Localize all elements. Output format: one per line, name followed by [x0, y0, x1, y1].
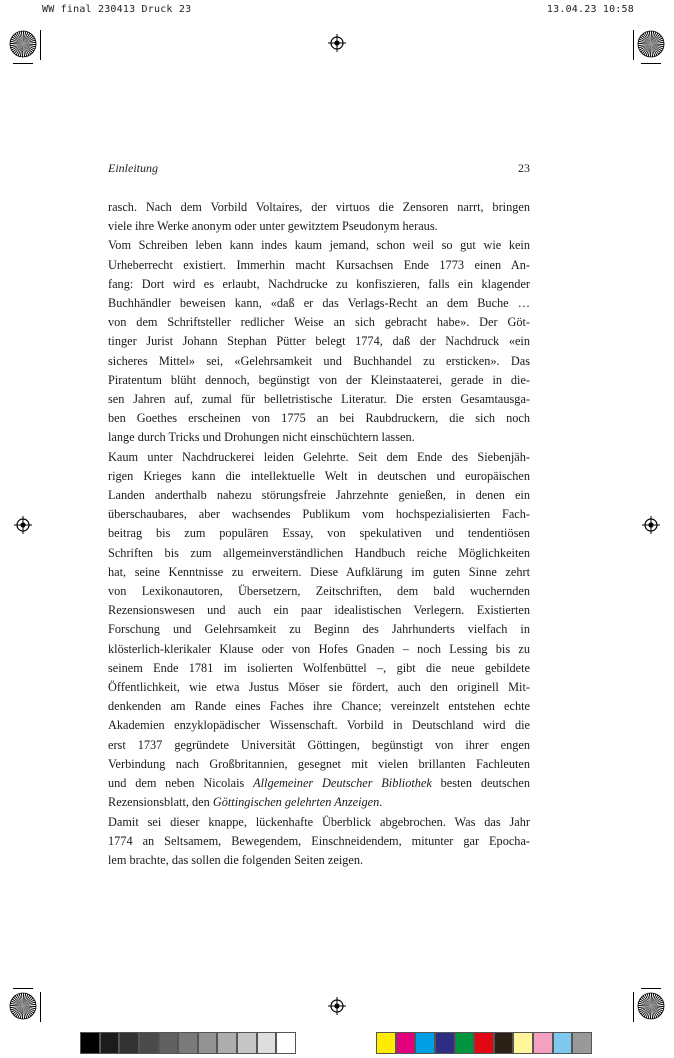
text-line: Buchhändler beweisen kann, «daß er das Verlags-Recht an dem Buche …	[108, 296, 530, 311]
text-line	[108, 774, 530, 793]
color-swatch	[553, 1032, 573, 1054]
print-slug-timestamp: 13.04.23 10:58	[546, 4, 634, 15]
text-line: beitrag bis zum populären Essay, von spekulativen und tendentiösen	[108, 526, 530, 541]
crop-line	[633, 30, 634, 60]
starburst-mark-top-right	[637, 30, 665, 58]
crop-line	[40, 992, 41, 1022]
crop-line	[641, 63, 661, 64]
text-line: fang: Dort wird es erlaubt, Nachdrucke zu konfiszieren, falls ein klagender	[108, 276, 530, 291]
text-fragment: besten deutschen	[431, 776, 530, 791]
text-fragment: und dem neben Nicolais	[108, 776, 254, 791]
text-line: überschaubares, aber wachsendes Publikum vom hochspezialisierten Fach-	[108, 507, 530, 522]
text-line: hat, seine Kenntnisse zu erweitern. Diese Aufklärung im guten Sinne zehrt	[108, 564, 530, 579]
text-line: 1774 an Seltsamem, Bewegendem, Einschneidendem, mitunter gar Epocha-	[108, 833, 530, 848]
journal-title: Göttingischen gelehrten Anzeigen	[212, 795, 380, 810]
crop-line	[633, 992, 634, 1022]
text-line: von dem Schriftsteller redlicher Weise an sich gebracht habe». Der Göt-	[108, 315, 530, 330]
color-swatch	[198, 1032, 218, 1054]
starburst-mark-bottom-right	[637, 992, 665, 1020]
text-line: viele ihre Werke anonym oder unter gewitztem Pseudonym heraus.	[108, 219, 438, 234]
text-line: Rezensionswesen und auch ein paar idealistischen Verlegern. Existierten	[108, 603, 530, 618]
text-fragment: Rezensionsblatt, den	[108, 795, 213, 810]
color-swatch	[276, 1032, 296, 1054]
text-line	[108, 793, 530, 812]
color-swatch	[474, 1032, 494, 1054]
book-title: Allgemeiner Deutscher Bibliothek	[253, 776, 432, 791]
body-text	[108, 198, 530, 870]
registration-mark-left	[14, 516, 32, 534]
text-line: Vom Schreiben leben kann indes kaum jemand, schon weil so gut wie kein	[108, 238, 530, 253]
color-swatch	[494, 1032, 514, 1054]
text-line: Landen anderthalb nahezu störungsfreie Jahrzehnte genießen, in denen ein	[108, 488, 530, 503]
color-control-bar	[376, 1032, 592, 1054]
color-swatch	[159, 1032, 179, 1054]
text-line: rasch. Nach dem Vorbild Voltaires, der virtuos die Zensoren narrt, bringen	[108, 200, 530, 214]
chapter-title: Einleitung	[108, 161, 158, 175]
text-line: lange durch Tricks und Drohungen nicht einschüchtern lassen.	[108, 430, 415, 445]
paragraph	[108, 813, 530, 871]
registration-mark-right	[642, 516, 660, 534]
crop-line	[13, 63, 33, 64]
text-line: rigen Krieges kann die intellektuelle Welt in deutschen und europäischen	[108, 468, 530, 483]
paragraph	[108, 448, 530, 813]
registration-mark-top	[328, 34, 346, 52]
color-swatch	[178, 1032, 198, 1054]
color-swatch	[572, 1032, 592, 1054]
color-swatch	[533, 1032, 553, 1054]
text-line: von Lexikonautoren, Übersetzern, Zeitschriften, dem bald wuchernden	[108, 584, 530, 599]
registration-mark-bottom	[328, 997, 346, 1015]
print-slug-filename: WW final 230413 Druck 23	[42, 4, 192, 15]
text-line: denkenden am Rande eines Faches ihre Chance; vereinzelt entstehen echte	[108, 699, 530, 714]
text-line: Piratentum blüht dennoch, begünstigt von der Kleinstaaterei, gerade in die-	[108, 372, 530, 387]
color-swatch	[435, 1032, 455, 1054]
running-head	[108, 161, 530, 177]
color-swatch	[139, 1032, 159, 1054]
color-swatch	[415, 1032, 435, 1054]
color-swatch	[100, 1032, 120, 1054]
page-number: 23	[518, 161, 530, 175]
color-swatch	[80, 1032, 100, 1054]
color-swatch	[119, 1032, 139, 1054]
text-line: sen Jahren auf, zumal für belletristische Literatur. Die ersten Gesamtausga-	[108, 392, 530, 407]
grayscale-control-bar	[80, 1032, 296, 1054]
text-line: Öffentlichkeit, wie etwa Justus Möser sie fördert, auch den originell Mit-	[108, 680, 530, 695]
paragraph	[108, 236, 530, 447]
color-swatch	[217, 1032, 237, 1054]
text-line: Damit sei dieser knappe, lückenhafte Überblick abgebrochen. Was das Jahr	[108, 814, 530, 829]
text-line: Schriften bis zum allgemeinverständlichen Handbuch reiche Möglichkeiten	[108, 545, 530, 560]
text-line: Akademien enzyklopädischer Wissenschaft. Vorbild in Deutschland wird die	[108, 718, 530, 733]
color-swatch	[376, 1032, 396, 1054]
color-swatch	[455, 1032, 475, 1054]
color-swatch	[396, 1032, 416, 1054]
text-line: Forschung und Gelehrsamkeit zu Beginn des Jahrhunderts vielfach in	[108, 622, 530, 637]
text-line: Verbindung nach Großbritannien, gesegnet mit vielen brillanten Fachleuten	[108, 756, 530, 771]
text-line: Kaum unter Nachdruckerei leiden Gelehrte. Seit dem Ende des Siebenjäh-	[108, 449, 530, 464]
starburst-mark-bottom-left	[9, 992, 37, 1020]
crop-line	[40, 30, 41, 60]
text-line: lem brachte, das sollen die folgenden Seiten zeigen.	[108, 852, 364, 867]
crop-line	[13, 988, 33, 989]
text-line: seinem Ende 1781 im isolierten Wolfenbüttel –, gibt die neue gebildete	[108, 660, 530, 675]
color-swatch	[237, 1032, 257, 1054]
paragraph	[108, 198, 530, 236]
color-swatch	[257, 1032, 277, 1054]
text-line: erst 1737 gegründete Universität Göttingen, begünstigt von ihrer engen	[108, 737, 530, 752]
text-line: sicheres Mittel» sei, «Gelehrsamkeit und Buchhandel zu ersticken». Das	[108, 353, 530, 368]
starburst-mark-top-left	[9, 30, 37, 58]
text-line: ben Goethes erscheinen von 1775 an bei Raubdruckern, die sich noch	[108, 411, 530, 426]
text-line: klösterlich-klerikaler Klause oder von Hofes Gnaden – noch Lessing bis zu	[108, 641, 530, 656]
text-line: Urheberrecht existiert. Immerhin macht Kursachsen Ende 1773 einen An-	[108, 257, 530, 272]
text-fragment: .	[379, 795, 383, 810]
text-line: tinger Jurist Johann Stephan Pütter belegt 1774, daß der Nachdruck «ein	[108, 334, 530, 349]
color-swatch	[513, 1032, 533, 1054]
crop-line	[641, 988, 661, 989]
